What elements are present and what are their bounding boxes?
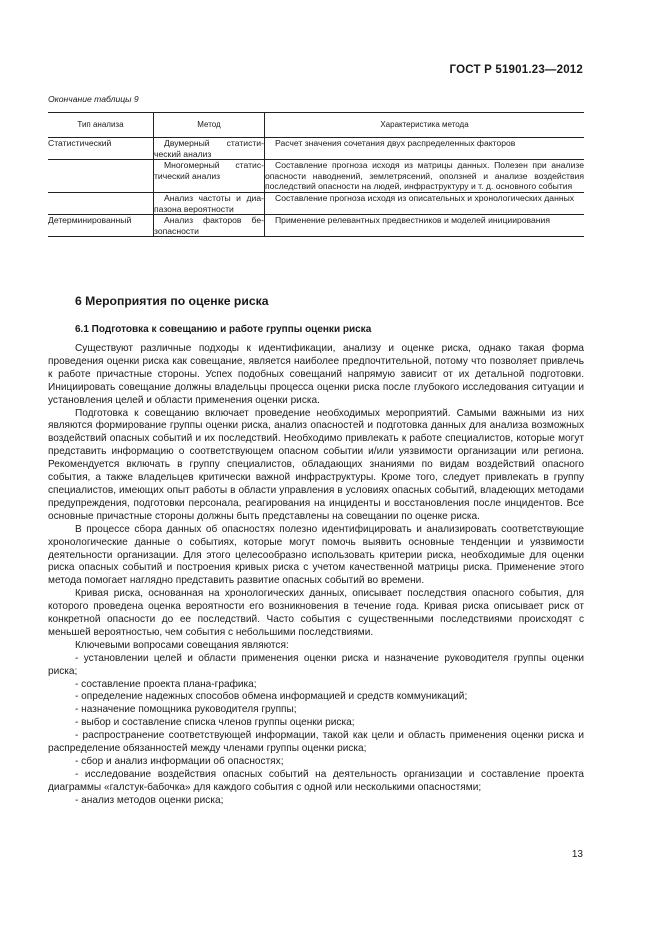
table-header-cell: Тип анализа (48, 113, 154, 138)
table-cell-description: Составление прогноза исходя из описательных и хронологических данных (265, 192, 585, 214)
table-cell-type (48, 192, 154, 214)
list-item: - составление проекта плана-графика; (75, 678, 257, 690)
standard-code: ГОСТ Р 51901.23—2012 (449, 64, 583, 76)
table-cell-description: Составление прогноза исходя из матрицы данных. Полезен при анализе опасности наводнений, землетрясений, оползней и анализе воздействия последствий опасности на людей, инфраструктуру и т. д. основного события (265, 160, 584, 192)
table-row (48, 192, 584, 214)
paragraph: Подготовка к совещанию включает проведение необходимых мероприятий. Самыми важными из них являются формирование группы оценки риска, анализ опасностей и подготовка данных для анализа возможных воздействий опасных событий и их последствий. Необходимо привлекать к работе специалистов, которые могут представить информацию о соответствующем опасном событии и/или уязвимости организации или региона. Рекомендуется включать в группу специалистов, обладающих знаниями по видам воздействий опасного события, а также владельцев критически важной инфраструктуры. Кроме того, следует привлекать в группу специалистов, имеющих опыт работы в области управления в условиях опасных событий, владеющих методами предупреждения, подготовки персонала, реагирования на инциденты и восстановления после инцидентов. Все основные причастные стороны должны быть представлены на совещании по оценке риска. (48, 407, 584, 522)
list-item: - назначение помощника руководителя группы; (75, 704, 297, 716)
list-item: - сбор и анализ информации об опасностях; (75, 756, 284, 767)
list-item: - исследование воздействия опасных событий на деятельность организации и составление проекта диаграммы «галстук-бабочка» для каждого события с одной или несколькими опасностями; (48, 768, 584, 793)
page-number: 13 (571, 849, 583, 860)
paragraph: Ключевыми вопросами совещания являются: (75, 639, 289, 651)
paragraph: Кривая риска, основанная на хронологических данных, описывает последствия опасного события, для которого проведена оценка вероятности его возникновения в течение года. Кривая риска описывает риск от конкретной опасности до ее последствий. Часто события с существенными последствиями происходят с меньшей вероятностью, чем события с небольшими последствиями. (48, 588, 584, 638)
table-cell-method: Двумерный статистический анализ (154, 138, 264, 159)
list-item: - распространение соответствующей информации, такой как цели и область применения оценки риска и распределение обязанностей между членами группы оценки риска; (48, 730, 584, 755)
body-text (48, 343, 584, 808)
list-item: - выбор и составление списка членов группы оценки риска; (75, 717, 355, 729)
table-caption: Окончание таблицы 9 (48, 94, 139, 104)
table-cell-type (48, 160, 154, 193)
subsection-heading: 6.1 Подготовка к совещанию и работе группы оценки риска (75, 324, 372, 335)
paragraph: В процессе сбора данных об опасностях полезно идентифицировать и анализировать соответствующие хронологические данные о событиях, которые могут помочь выявить основные тенденции и уязвимости деятельности организации. Для этого целесообразно использовать критерии риска, необходимые для оценки риска опасных событий и построения кривых риска с учетом качественной матрицы риска. Применение этого метода помогает наглядно представить развитие опасных событий во времени. (48, 523, 584, 587)
table-cell-method: Анализ частоты и диапазона вероятности (154, 192, 264, 214)
table-header-row (48, 113, 584, 138)
table-row (48, 215, 584, 237)
list-item: - установлении целей и области применения оценки риска и назначение руководителя группы оценки риска; (48, 652, 584, 677)
section-heading: 6 Мероприятия по оценке риска (75, 294, 269, 308)
methods-table (48, 112, 584, 237)
list-item: - анализ методов оценки риска; (75, 794, 224, 806)
table-cell-method: Многомерный статистический анализ (154, 160, 265, 193)
table-header-cell: Характеристика метода (265, 113, 585, 138)
table-cell-description: Применение релевантных предвестников и моделей инициирования (265, 215, 585, 237)
table-cell-type: Детерминированный (48, 215, 154, 237)
table-row (48, 160, 584, 193)
paragraph: Существуют различные подходы к идентификации, анализу и оценке риска, однако такая форма проведения оценки риска как совещание, является наиболее предпочтительной, потому что позволяет привлечь к работе причастные стороны. Успех подобных совещаний напрямую зависит от их детальной подготовки. Инициировать совещание должны владельцы процесса оценки риска после глубокого исследования ситуации и установления целей и области применения оценки риска. (48, 343, 584, 406)
table-cell-description: Расчет значения сочетания двух распределенных факторов (265, 138, 585, 160)
table-cell-type: Статистический (48, 138, 154, 160)
table-row (48, 138, 584, 160)
table-cell-method: Анализ факторов безопасности (154, 215, 264, 236)
list-item: - определение надежных способов обмена информацией и средств коммуникаций; (75, 691, 468, 703)
table-header-cell: Метод (154, 113, 265, 138)
